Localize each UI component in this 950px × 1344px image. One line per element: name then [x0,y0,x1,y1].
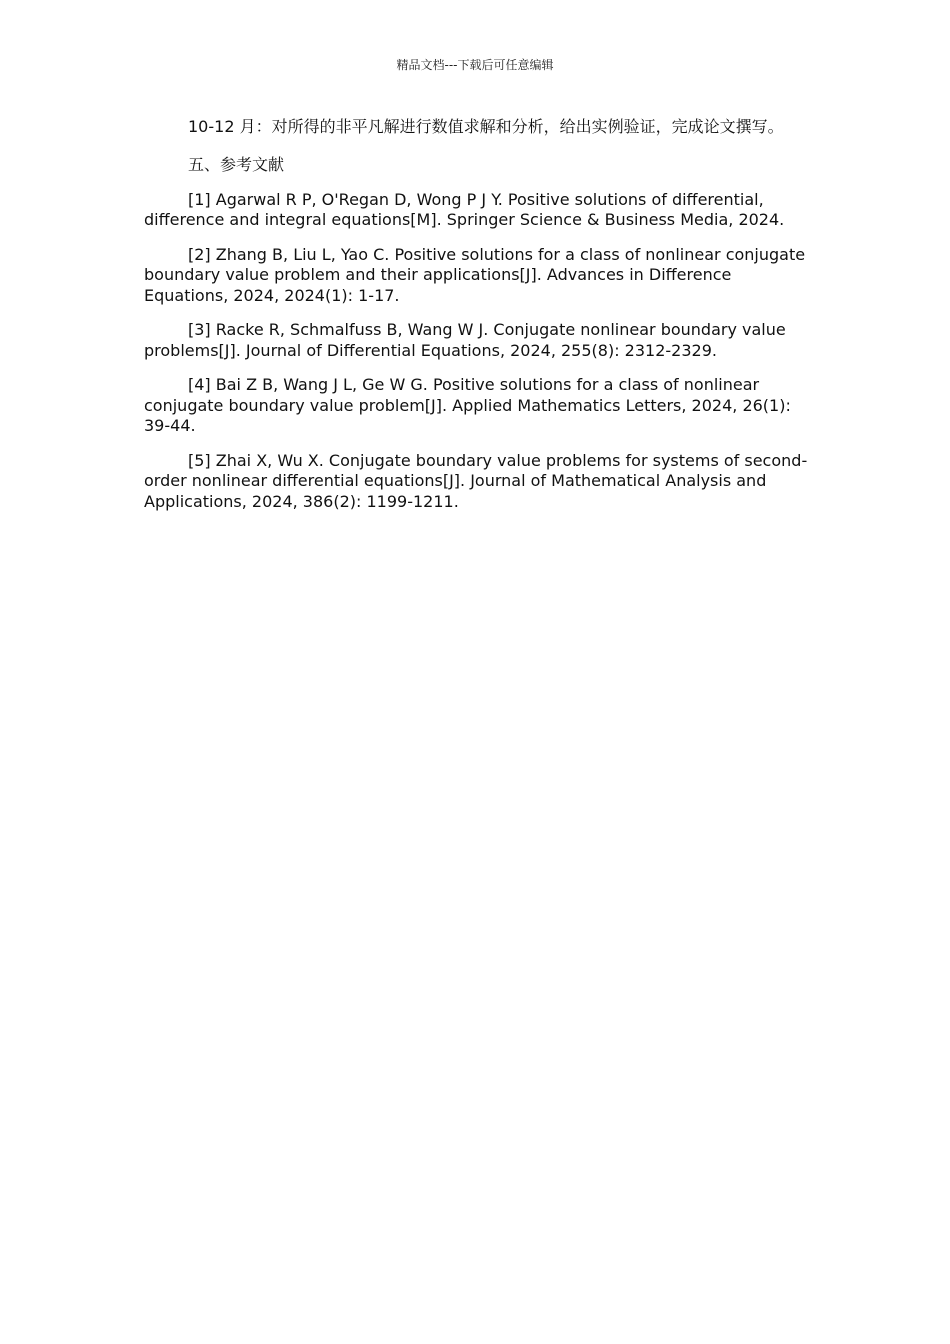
reference-item-3: [3] Racke R, Schmalfuss B, Wang W J. Conjugate nonlinear boundary value problems[J]. Journal of Differential Equations, 2024, 255(8): 2312-2329. [144,320,786,360]
reference-item-2: [2] Zhang B, Liu L, Yao C. Positive solutions for a class of nonlinear conjugate boundary value problem and their applications[J]. Advances in Difference Equations, 2024, 2024(1): 1-17. [144,244,806,305]
reference-item-4: [4] Bai Z B, Wang J L, Ge W G. Positive solutions for a class of nonlinear conjugate boundary value problem[J]. Applied Mathematics Letters, 2024, 26(1): 39-44. [144,375,791,435]
page-body [144,116,808,526]
section-heading: 五、参考文献 [188,155,285,174]
reference-item-1: [1] Agarwal R P, O'Regan D, Wong P J Y. Positive solutions of differential, difference and integral equations[M]. Springer Science & Business Media, 2024. [144,189,785,229]
reference-item-5: [5] Zhai X, Wu X. Conjugate boundary value problems for systems of second-order nonlinear differential equations[J]. Journal of Mathematical Analysis and Applications, 2024, 386(2): 1199-1211. [144,450,808,511]
plan-paragraph: 10-12 月：对所得的非平凡解进行数值求解和分析，给出实例验证，完成论文撰写。 [188,117,784,136]
page-header: 精品文档---下载后可任意编辑 [396,58,554,72]
